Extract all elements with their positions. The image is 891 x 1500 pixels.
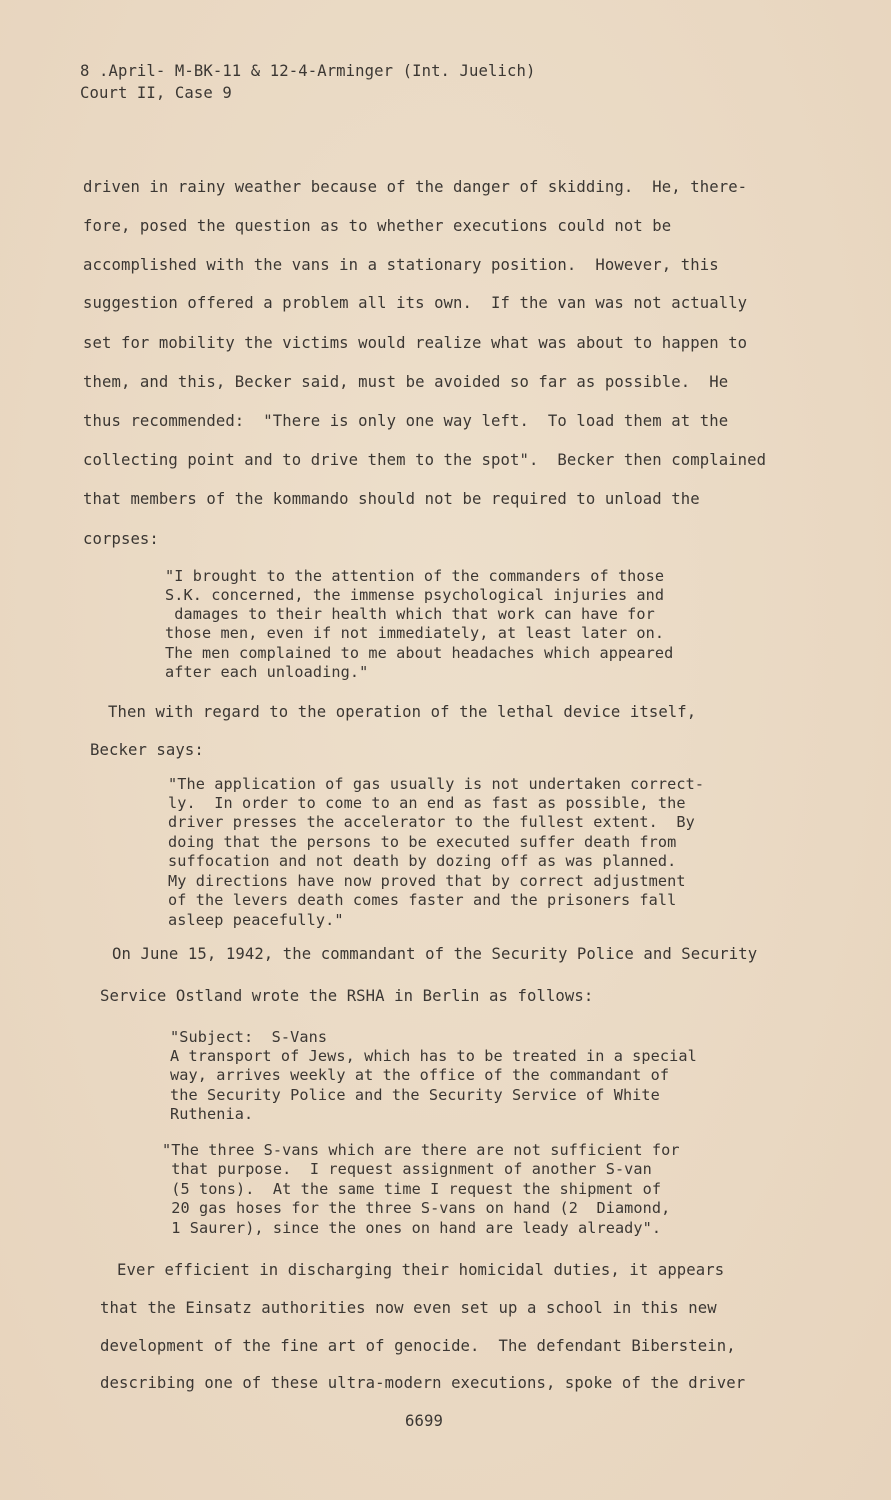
block-quote-line: the Security Police and the Security Service of White [170, 1086, 660, 1104]
block-quote-line: "The application of gas usually is not undertaken correct- [168, 775, 705, 793]
body-paragraph-line: Becker says: [90, 741, 204, 759]
body-paragraph-line: On June 15, 1942, the commandant of the Security Police and Security [112, 945, 758, 963]
body-paragraph-line: that the Einsatz authorities now even set up a school in this new [100, 1299, 717, 1317]
body-paragraph-line: development of the fine art of genocide. The defendant Biberstein, [100, 1337, 736, 1355]
body-paragraph-line: Then with regard to the operation of the lethal device itself, [108, 703, 697, 721]
block-quote-line: S.K. concerned, the immense psychological injuries and [165, 586, 665, 604]
block-quote-line: way, arrives weekly at the office of the commandant of [170, 1066, 670, 1084]
block-quote-line: A transport of Jews, which has to be treated in a special [170, 1047, 697, 1065]
body-paragraph-line: Ever efficient in discharging their homicidal duties, it appears [117, 1261, 725, 1279]
block-quote-line: "Subject: S-Vans [170, 1028, 328, 1046]
block-quote-line: 1 Saurer), since the ones on hand are leady already". [162, 1219, 662, 1237]
block-quote-line: "The three S-vans which are there are not sufficient for [162, 1141, 680, 1159]
body-paragraph-line: driven in rainy weather because of the danger of skidding. He, there- [83, 178, 748, 196]
document-header-line: 8 .April- M-BK-11 & 12-4-Arminger (Int. Juelich) [80, 62, 536, 80]
block-quote-line: (5 tons). At the same time I request the shipment of [162, 1180, 662, 1198]
block-quote-line: asleep peacefully." [168, 911, 344, 929]
body-paragraph-line: set for mobility the victims would realize what was about to happen to [83, 334, 748, 352]
block-quote-line: those men, even if not immediately, at least later on. [165, 624, 665, 642]
body-paragraph-line: that members of the kommando should not be required to unload the [83, 490, 700, 508]
document-header-line: Court II, Case 9 [80, 84, 232, 102]
block-quote-line: suffocation and not death by dozing off as was planned. [168, 852, 677, 870]
block-quote-line: that purpose. I request assignment of another S-van [162, 1160, 652, 1178]
body-paragraph-line: thus recommended: "There is only one way left. To load them at the [83, 412, 729, 430]
body-paragraph-line: corpses: [83, 530, 159, 548]
block-quote-line: after each unloading." [165, 663, 369, 681]
block-quote-line: driver presses the accelerator to the fullest extent. By [168, 813, 695, 831]
block-quote-line: of the levers death comes faster and the prisoners fall [168, 891, 677, 909]
body-paragraph-line: collecting point and to drive them to the spot". Becker then complained [83, 451, 767, 469]
block-quote-line: Ruthenia. [170, 1105, 254, 1123]
body-paragraph-line: fore, posed the question as to whether executions could not be [83, 217, 672, 235]
body-paragraph-line: describing one of these ultra-modern executions, spoke of the driver [100, 1374, 746, 1392]
block-quote-line: doing that the persons to be executed suffer death from [168, 833, 677, 851]
body-paragraph-line: accomplished with the vans in a stationary position. However, this [83, 256, 719, 274]
body-paragraph-line: them, and this, Becker said, must be avoided so far as possible. He [83, 373, 729, 391]
block-quote-line: "I brought to the attention of the commanders of those [165, 567, 665, 585]
page-number: 6699 [405, 1412, 443, 1430]
block-quote-line: ly. In order to come to an end as fast as possible, the [168, 794, 686, 812]
block-quote-line: My directions have now proved that by correct adjustment [168, 872, 686, 890]
block-quote-line: The men complained to me about headaches which appeared [165, 644, 674, 662]
body-paragraph-line: Service Ostland wrote the RSHA in Berlin as follows: [100, 987, 594, 1005]
block-quote-line: 20 gas hoses for the three S-vans on hand (2 Diamond, [162, 1199, 671, 1217]
body-paragraph-line: suggestion offered a problem all its own. If the van was not actually [83, 294, 748, 312]
block-quote-line: damages to their health which that work can have for [165, 605, 655, 623]
